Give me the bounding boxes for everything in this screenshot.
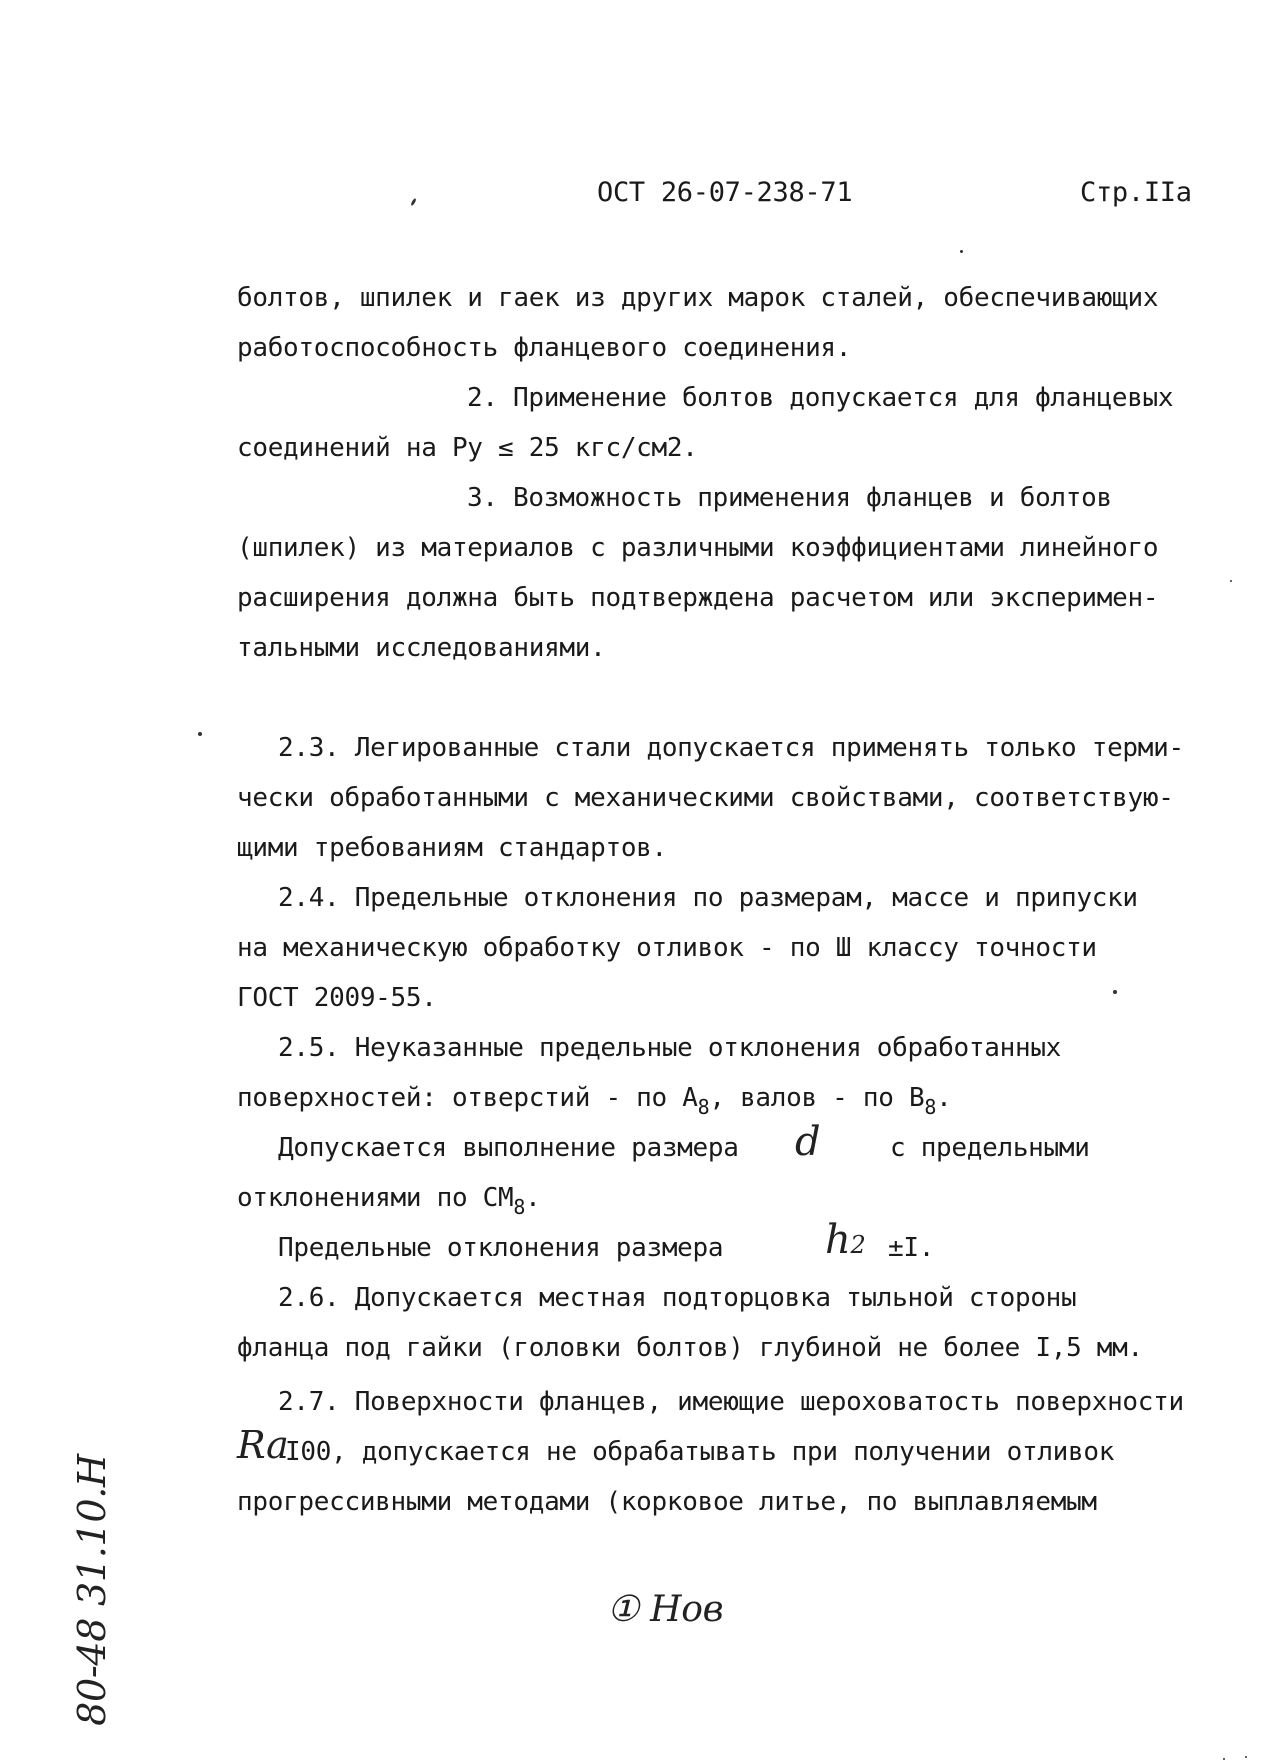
scan-speck: [410, 198, 417, 206]
text-line: 3. Возможность применения фланцев и болтов: [467, 483, 1112, 513]
margin-handwritten-note: 80-48 31.10.Н: [70, 1454, 114, 1726]
section-2-7-line: 2.7. Поверхности фланцев, имеющие шероховатость поверхности: [278, 1387, 1184, 1417]
text-line: [237, 1082, 952, 1119]
text-line: I00, допускается не обрабатывать при получении отливок: [285, 1437, 1115, 1467]
text-segment: , валов - по В: [709, 1083, 925, 1113]
text-line: на механическую обработку отливок - по Ш классу точности: [237, 933, 1097, 963]
handwritten-symbol: Ra: [237, 1423, 289, 1467]
text-segment: Допускается выполнение размера: [278, 1133, 739, 1163]
text-segment: ±I.: [888, 1233, 935, 1263]
section-2-5-line: 2.5. Неуказанные предельные отклонения обработанных: [278, 1033, 1062, 1063]
text-line: ГОСТ 2009-55.: [237, 983, 437, 1013]
scan-speck: [1113, 990, 1117, 994]
scan-speck: [1230, 580, 1232, 582]
handwritten-symbol: [825, 1217, 866, 1265]
section-2-4-line: 2.4. Предельные отклонения по размерам, массе и припуски: [278, 883, 1138, 913]
text-line: расширения должна быть подтверждена расчетом или эксперимен-: [237, 583, 1159, 613]
text-line: [237, 1182, 541, 1219]
text-line: тальными исследованиями.: [237, 633, 606, 663]
subscript: 8: [697, 1095, 710, 1119]
scan-speck: [198, 732, 202, 736]
change-mark: ① Нов: [607, 1589, 724, 1630]
page-number: Стр.IIа: [1080, 177, 1192, 208]
handwritten-symbol: d: [795, 1119, 821, 1165]
text-line: (шпилек) из материалов с различными коэффициентами линейного: [237, 533, 1159, 563]
text-line: [278, 1132, 739, 1164]
text-line: фланца под гайки (головки болтов) глубиной не более I,5 мм.: [237, 1333, 1143, 1363]
text-segment: отклонениями по СМ: [237, 1183, 514, 1213]
text-line: чески обработанными с механическими свойствами, соответствую-: [237, 783, 1174, 813]
text-line: щими требованиям стандартов.: [237, 833, 667, 863]
symbol-subscript: 2: [850, 1231, 866, 1259]
text-segment: Предельные отклонения размера: [278, 1233, 724, 1263]
text-segment: .: [525, 1183, 541, 1213]
scan-speck: [1245, 1756, 1247, 1758]
text-line: соединений на Ру ≤ 25 кгс/см2.: [237, 433, 698, 463]
text-segment: с предельными: [890, 1133, 1090, 1163]
text-line: прогрессивными методами (корковое литье, по выплавляемым: [237, 1487, 1097, 1517]
section-2-3-line: 2.3. Легированные стали допускается применять только терми-: [278, 733, 1184, 763]
text-line: 2. Применение болтов допускается для фланцевых: [467, 383, 1174, 413]
text-segment: .: [936, 1083, 952, 1113]
scan-speck: [960, 250, 963, 253]
scan-speck: [1223, 1758, 1225, 1760]
text-line: болтов, шпилек и гаек из других марок сталей, обеспечивающих: [237, 283, 1159, 313]
symbol-h: h: [825, 1217, 851, 1263]
subscript: 8: [513, 1195, 526, 1219]
section-2-6-line: 2.6. Допускается местная подторцовка тыльной стороны: [278, 1283, 1077, 1313]
document-code: ОСТ 26-07-238-71: [597, 177, 853, 208]
text-segment: поверхностей: отверстий - по А: [237, 1083, 698, 1113]
subscript: 8: [924, 1095, 937, 1119]
text-line: работоспособность фланцевого соединения.: [237, 333, 852, 363]
